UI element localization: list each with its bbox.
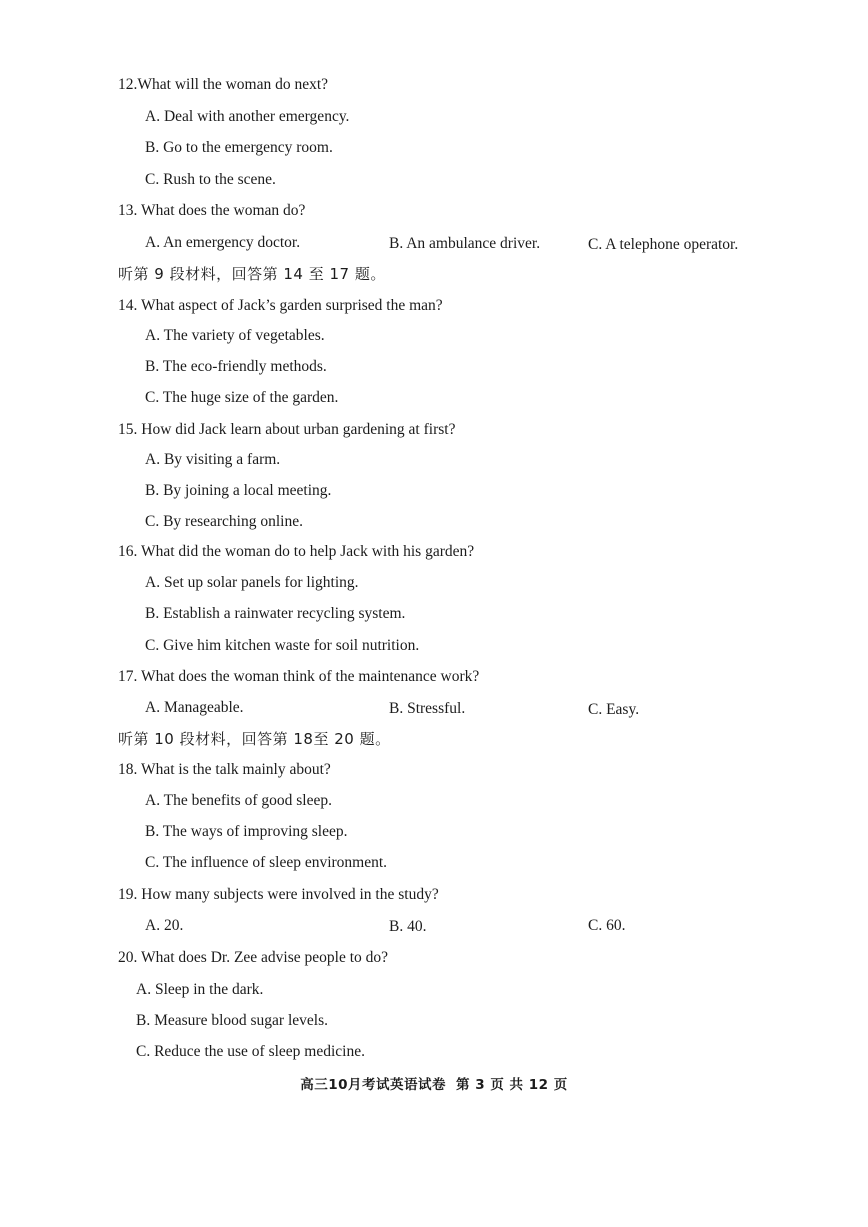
question-17-stem: 17. What does the woman think of the maintenance work? — [118, 668, 480, 685]
question-18-option-a: A. The benefits of good sleep. — [145, 792, 332, 809]
question-18-stem: 18. What is the talk mainly about? — [118, 761, 331, 778]
question-16-option-c: C. Give him kitchen waste for soil nutrition. — [145, 637, 420, 654]
question-14-option-c: C. The huge size of the garden. — [145, 389, 339, 406]
question-13-option-c: C. A telephone operator. — [588, 236, 739, 253]
question-13-option-a: A. An emergency doctor. — [145, 234, 301, 251]
question-14-stem: 14. What aspect of Jack’s garden surprised the man? — [118, 297, 443, 314]
question-18-option-c: C. The influence of sleep environment. — [145, 854, 388, 871]
question-13-stem: 13. What does the woman do? — [118, 202, 306, 219]
question-16-stem: 16. What did the woman do to help Jack with his garden? — [118, 543, 475, 560]
question-15-option-b: B. By joining a local meeting. — [145, 482, 332, 499]
page-footer — [0, 1073, 868, 1093]
question-17-option-b: B. Stressful. — [389, 700, 466, 717]
question-20-option-c: C. Reduce the use of sleep medicine. — [136, 1043, 365, 1060]
question-16-option-b: B. Establish a rainwater recycling system. — [145, 605, 406, 622]
question-14-option-a: A. The variety of vegetables. — [145, 327, 325, 344]
footer-exam-title: 高三10月考试英语试卷 — [300, 1077, 447, 1093]
question-13-option-b: B. An ambulance driver. — [389, 235, 541, 252]
question-15-option-c: C. By researching online. — [145, 513, 303, 530]
question-17-option-c: C. Easy. — [588, 701, 640, 718]
question-12-option-a: A. Deal with another emergency. — [145, 108, 350, 125]
question-12-option-c: C. Rush to the scene. — [145, 171, 276, 188]
question-15-option-a: A. By visiting a farm. — [145, 451, 281, 468]
question-19-option-a: A. 20. — [145, 917, 184, 934]
section-heading-10: 听第 10 段材料，回答第 18至 20 题。 — [118, 730, 391, 748]
question-18-option-b: B. The ways of improving sleep. — [145, 823, 348, 840]
section-heading-9: 听第 9 段材料，回答第 14 至 17 题。 — [118, 265, 386, 283]
question-16-option-a: A. Set up solar panels for lighting. — [145, 574, 359, 591]
question-15-stem: 15. How did Jack learn about urban gardening at first? — [118, 421, 456, 438]
question-20-stem: 20. What does Dr. Zee advise people to do? — [118, 949, 389, 966]
question-20-option-b: B. Measure blood sugar levels. — [136, 1012, 328, 1029]
question-12-option-b: B. Go to the emergency room. — [145, 139, 333, 156]
question-19-option-b: B. 40. — [389, 918, 427, 935]
question-19-option-c: C. 60. — [588, 917, 626, 934]
question-12-stem: 12.What will the woman do next? — [118, 76, 329, 93]
question-19-stem: 19. How many subjects were involved in the study? — [118, 886, 439, 903]
question-20-option-a: A. Sleep in the dark. — [136, 981, 264, 998]
question-14-option-b: B. The eco-friendly methods. — [145, 358, 327, 375]
question-17-option-a: A. Manageable. — [145, 699, 244, 716]
footer-page-info: 第 3 页 共 12 页 — [456, 1077, 568, 1093]
